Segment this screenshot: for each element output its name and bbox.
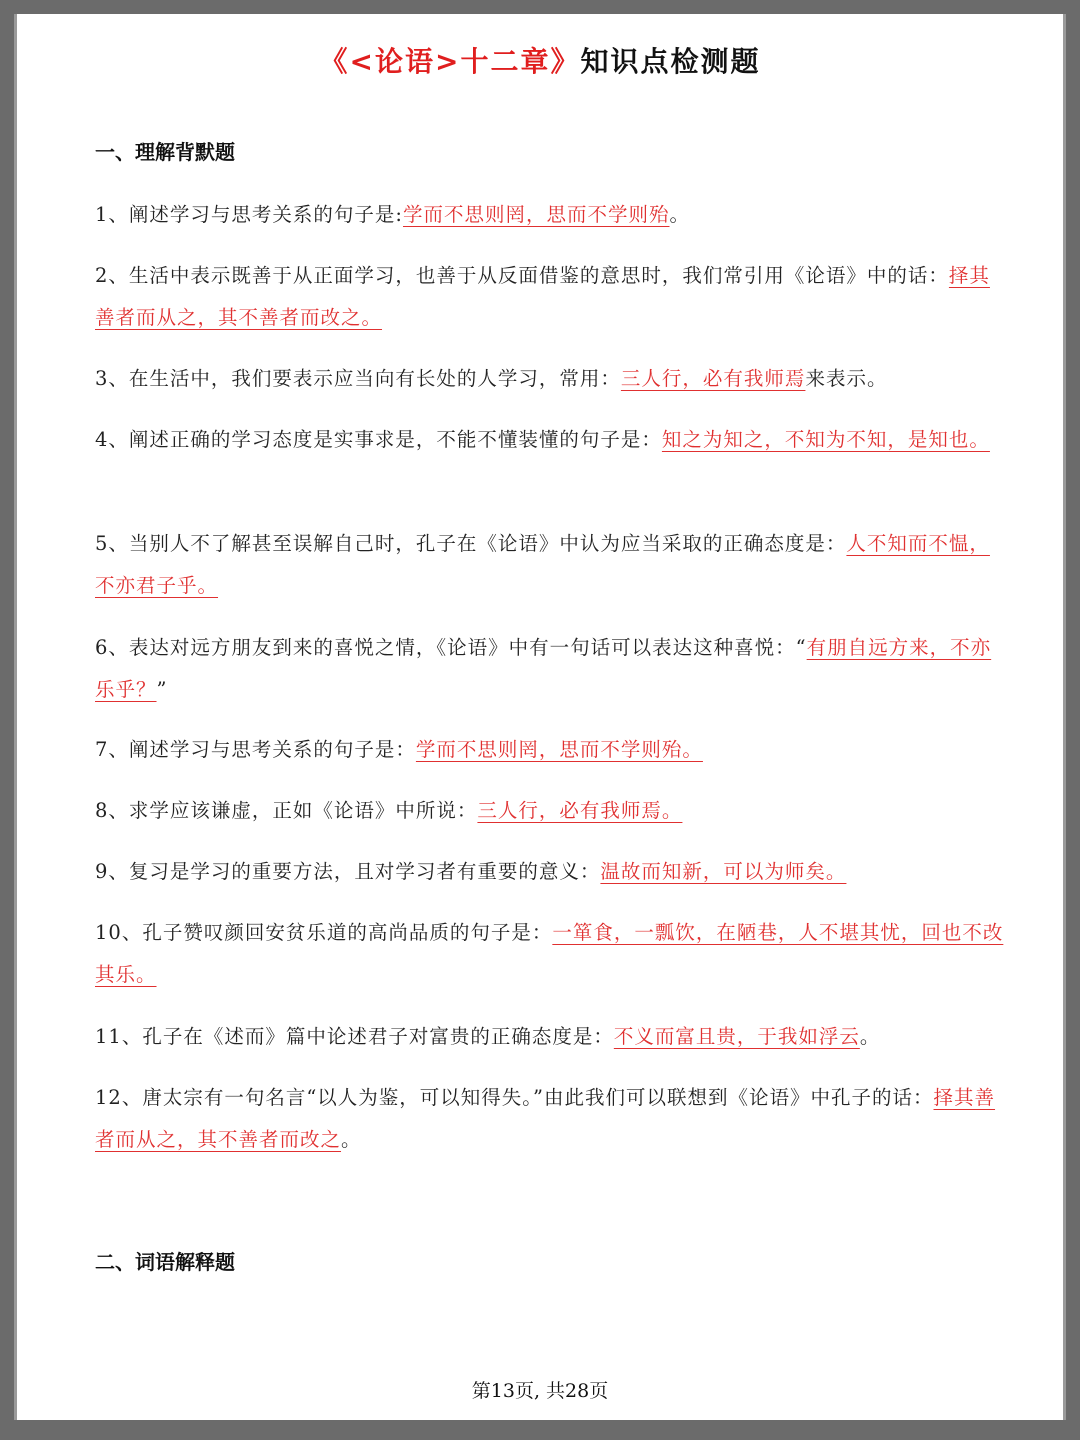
question-text: 6、表达对远方朋友到来的喜悦之情，《论语》中有一句话可以表达这种喜悦：“ (95, 636, 807, 659)
section-heading-1: 一、理解背默题 (95, 140, 235, 164)
answer-text: 有朋自远方来，不亦乐乎？ (95, 636, 992, 701)
answer-text: 学而不思则罔，思而不学则殆。 (415, 738, 703, 761)
question-text: 5、当别人不了解甚至误解自己时，孔子在《论语》中认为应当采取的正确态度是： (95, 532, 847, 555)
question-tail: 。 (859, 1025, 881, 1048)
question-4 (95, 419, 1005, 461)
question-text: 10、孔子赞叹颜回安贫乐道的高尚品质的句子是： (95, 921, 553, 944)
section-heading-2: 二、词语解释题 (95, 1250, 235, 1274)
question-11 (95, 1016, 1005, 1058)
question-5 (95, 523, 1005, 607)
title-black-part: 知识点检测题 (580, 45, 761, 78)
question-6 (95, 627, 1005, 711)
question-10 (95, 912, 1005, 996)
answer-text: 一箪食，一瓢饮，在陋巷，人不堪其忧，回也不改其乐。 (95, 921, 1004, 986)
question-8 (95, 790, 1005, 832)
answer-text: 择其善者而从之，其不善者而改之。 (95, 264, 990, 329)
question-text: 2、生活中表示既善于从正面学习，也善于从反面借鉴的意思时，我们常引用《论语》中的话： (95, 264, 949, 287)
question-9 (95, 851, 1005, 893)
page-title (17, 40, 1063, 80)
answer-text: 择其善者而从之，其不善者而改之 (95, 1086, 996, 1151)
question-tail: ” (156, 678, 168, 701)
question-1 (95, 194, 1005, 236)
question-text: 1、阐述学习与思考关系的句子是: (95, 203, 403, 226)
answer-text: 三人行，必有我师焉 (620, 367, 806, 390)
title-red-part: 《<论语>十二章》 (319, 45, 581, 78)
question-12 (95, 1077, 1005, 1161)
question-text: 9、复习是学习的重要方法，且对学习者有重要的意义： (95, 860, 601, 883)
question-tail: 来表示。 (805, 367, 888, 390)
document-page (14, 14, 1066, 1420)
question-3 (95, 358, 1005, 400)
question-text: 12、唐太宗有一句名言“以人为鉴，可以知得失。”由此我们可以联想到《论语》中孔子的话： (95, 1086, 934, 1109)
question-text: 4、阐述正确的学习态度是实事求是，不能不懂装懂的句子是： (95, 428, 662, 451)
answer-text: 温故而知新，可以为师矣。 (600, 860, 847, 883)
answer-text: 学而不思则罔，思而不学则殆 (402, 203, 670, 226)
page-number: 第13页, 共28页 (471, 1380, 609, 1402)
question-text: 7、阐述学习与思考关系的句子是： (95, 738, 416, 761)
answer-text: 人不知而不愠，不亦君子乎。 (95, 532, 990, 597)
answer-text: 不义而富且贵，于我如浮云 (613, 1025, 860, 1048)
answer-text: 三人行，必有我师焉。 (477, 799, 683, 822)
question-text: 3、在生活中，我们要表示应当向有长处的人学习，常用： (95, 367, 621, 390)
question-text: 8、求学应该谦虚，正如《论语》中所说： (95, 799, 478, 822)
question-text: 11、孔子在《述而》篇中论述君子对富贵的正确态度是： (95, 1025, 614, 1048)
answer-text: 知之为知之，不知为不知，是知也。 (661, 428, 990, 451)
question-2 (95, 255, 1005, 339)
question-tail: 。 (669, 203, 691, 226)
question-tail: 。 (341, 1128, 362, 1151)
question-7 (95, 729, 1005, 771)
